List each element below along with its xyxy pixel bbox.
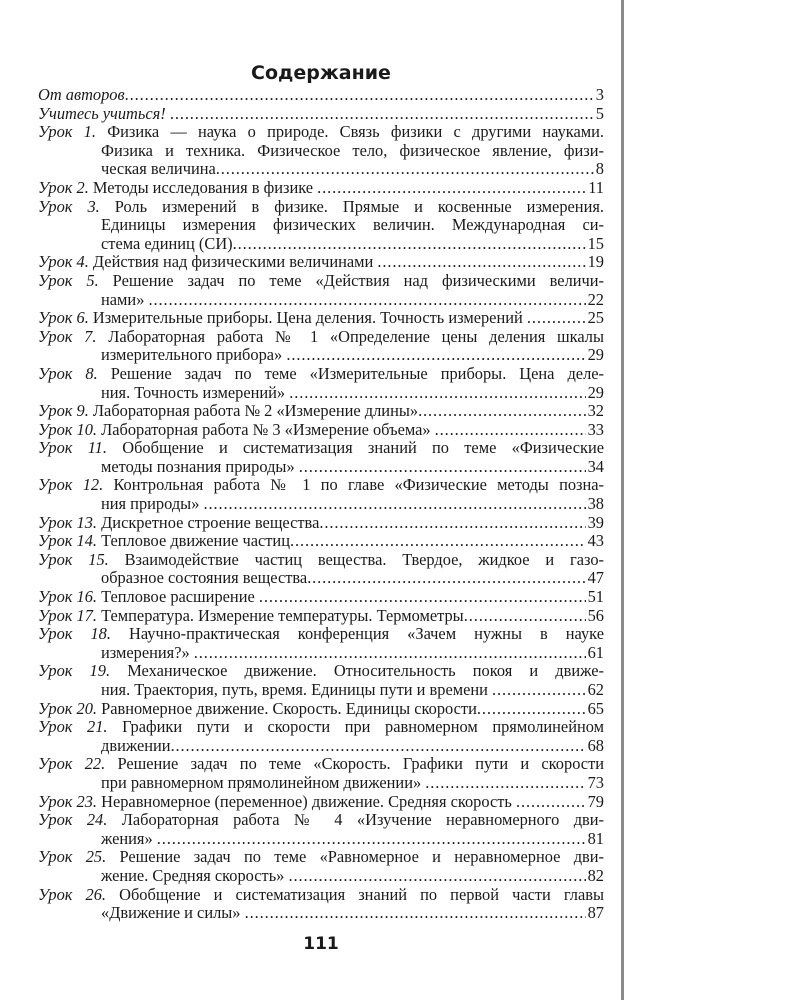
toc-line (38, 830, 604, 849)
lesson-label: Урок 6. (38, 309, 89, 328)
toc-entry[interactable] (38, 662, 604, 699)
entry-page-number: 8 (595, 160, 604, 179)
entry-page-number: 61 (587, 643, 604, 662)
toc-line-text (101, 867, 288, 886)
lesson-label: От авторов (38, 86, 125, 104)
entry-text: Физика и техника. Физическое тело, физическое явление, физи- (101, 141, 604, 160)
entry-text: Взаимодействие частиц вещества. Твердое, жидкое и газо- (108, 550, 604, 569)
toc-line (38, 179, 604, 198)
page-title: Содержание (251, 62, 391, 84)
toc-entry[interactable] (38, 551, 604, 588)
toc-entry[interactable] (38, 328, 604, 365)
toc-line (38, 532, 604, 551)
toc-line-text (101, 458, 299, 477)
toc-line-text (38, 402, 418, 421)
entry-text: измерительного прибора» (101, 346, 287, 365)
toc-entry[interactable] (38, 886, 604, 923)
dot-leader (492, 681, 586, 700)
toc-line (38, 86, 604, 105)
toc-line-text (101, 495, 203, 514)
entry-text: при равномерном прямолинейном движении» (101, 773, 426, 792)
toc-line (38, 700, 604, 719)
toc-line (38, 662, 604, 681)
entry-page-number: 68 (587, 736, 604, 755)
lesson-label: Урок 18. (38, 625, 111, 644)
dot-leader (125, 86, 594, 105)
toc-line (38, 476, 604, 495)
toc-entry[interactable] (38, 811, 604, 848)
toc-entry[interactable] (38, 755, 604, 792)
dot-leader (516, 793, 586, 812)
entry-page-number: 32 (587, 402, 604, 421)
dot-leader (435, 421, 586, 440)
entry-page-number: 3 (595, 86, 604, 104)
entry-page-number: 73 (587, 773, 604, 792)
lesson-label: Урок 9. (38, 402, 89, 421)
entry-text: измерения?» (101, 643, 194, 662)
lesson-label: Урок 10. (38, 420, 98, 439)
toc-line (38, 848, 604, 867)
entry-page-number: 5 (595, 104, 604, 123)
toc-entry[interactable] (38, 105, 604, 124)
toc-line (38, 216, 604, 235)
dot-leader (194, 644, 586, 663)
lesson-label: Урок 3. (38, 197, 100, 216)
toc-entry[interactable] (38, 848, 604, 885)
toc-line-text (101, 681, 492, 700)
entry-text: ния. Траектория, путь, время. Единицы пути и времени (101, 681, 493, 699)
toc-line-text (101, 644, 194, 663)
toc-line (38, 569, 604, 588)
toc-entry[interactable] (38, 718, 604, 755)
toc-line-text (101, 737, 171, 756)
entry-text: ния природы» (101, 495, 204, 514)
toc-line-text (101, 774, 425, 793)
entry-text: Обобщение и систематизация знаний по первой части главы (106, 885, 604, 904)
toc-line-text (38, 179, 317, 198)
table-of-contents (38, 86, 604, 923)
lesson-label: Урок 16. (38, 588, 98, 607)
entry-text: «Движение и силы» (101, 904, 245, 923)
entry-text: Равномерное движение. Скорость. Единицы скорости (97, 699, 477, 718)
toc-entry[interactable] (38, 179, 604, 198)
toc-line (38, 253, 604, 272)
lesson-label: Урок 13. (38, 513, 98, 532)
dot-leader (171, 737, 586, 756)
entry-text: Графики пути и скорости при равномерном прямолинейном (107, 718, 604, 737)
toc-line-text (38, 421, 435, 440)
dot-leader (233, 235, 586, 254)
entry-page-number: 79 (587, 792, 604, 811)
lesson-label: Урок 19. (38, 662, 111, 681)
entry-page-number: 56 (587, 606, 604, 625)
entry-text: Дискретное строение вещества (97, 513, 320, 532)
lesson-label: Урок 24. (38, 811, 108, 830)
toc-line (38, 737, 604, 756)
entry-text: Действия над физическими величинами (88, 253, 378, 272)
toc-line (38, 421, 604, 440)
toc-line-text (101, 904, 245, 923)
toc-line-text (101, 384, 289, 403)
lesson-label: Урок 2. (38, 178, 89, 197)
entry-text: Методы исследования в физике (88, 178, 318, 197)
toc-entry[interactable] (38, 86, 604, 105)
toc-line (38, 681, 604, 700)
lesson-label: Урок 5. (38, 271, 99, 290)
dot-leader (259, 588, 586, 607)
entry-text: Решение задач по теме «Скорость. Графики пути и скорости (105, 755, 604, 774)
toc-entry[interactable] (38, 421, 604, 440)
page-number: 111 (303, 934, 339, 954)
lesson-label: Урок 22. (38, 755, 106, 774)
toc-line (38, 402, 604, 421)
toc-line (38, 291, 604, 310)
toc-line (38, 272, 604, 291)
entry-page-number: 22 (587, 290, 604, 309)
toc-entry[interactable] (38, 123, 604, 179)
toc-line-text (38, 588, 259, 607)
entry-page-number: 29 (587, 383, 604, 402)
dot-leader (288, 867, 585, 886)
lesson-label: Урок 4. (38, 253, 89, 272)
entry-text: движении (101, 736, 171, 755)
toc-entry[interactable] (38, 272, 604, 309)
entry-text: Тепловое расширение (97, 588, 259, 607)
toc-line (38, 384, 604, 403)
toc-line (38, 755, 604, 774)
entry-text: Лабораторная работа № 1 «Определение цены деления шкалы (96, 327, 604, 346)
entry-text: Единицы измерения физических величин. Международная си- (101, 216, 604, 235)
toc-line-text (101, 291, 148, 310)
lesson-label: Урок 1. (38, 123, 96, 142)
lesson-label: Урок 7. (38, 327, 97, 346)
entry-text: Температура. Измерение температуры. Термометры (97, 606, 464, 625)
entry-text: Научно-практическая конференция «Зачем нужны в науке (110, 625, 604, 644)
entry-page-number: 29 (587, 346, 604, 365)
dot-leader (286, 346, 585, 365)
entry-page-number: 51 (587, 588, 604, 607)
entry-text: Роль измерений в физике. Прямые и косвенные измерения. (99, 197, 604, 216)
toc-line (38, 551, 604, 570)
toc-line (38, 105, 604, 124)
toc-entry[interactable] (38, 402, 604, 421)
entry-text: образное состояния вещества (101, 569, 308, 588)
entry-page-number: 39 (587, 513, 604, 532)
entry-text: Обобщение и систематизация знаний по теме «Физические (106, 439, 604, 458)
lesson-label: Урок 20. (38, 699, 98, 718)
toc-entry[interactable] (38, 514, 604, 533)
dot-leader (425, 774, 585, 793)
toc-line (38, 904, 604, 923)
dot-leader (290, 532, 586, 551)
dot-leader (307, 569, 585, 588)
toc-line (38, 346, 604, 365)
entry-text: методы познания природы» (101, 457, 299, 476)
toc-line (38, 235, 604, 254)
lesson-label: Урок 21. (38, 718, 108, 737)
dot-leader (464, 607, 586, 626)
toc-line-text (38, 514, 319, 533)
dot-leader (148, 291, 585, 310)
entry-text: Физика — наука о природе. Связь физики с другими науками. (95, 123, 604, 142)
toc-line-text (101, 160, 216, 179)
toc-line-text (38, 105, 170, 124)
toc-line-text (38, 607, 464, 626)
toc-entry[interactable] (38, 793, 604, 812)
entry-page-number: 19 (587, 253, 604, 272)
toc-line (38, 458, 604, 477)
toc-line-text (38, 793, 516, 812)
entry-page-number: 33 (587, 420, 604, 439)
toc-line (38, 625, 604, 644)
toc-entry[interactable] (38, 532, 604, 551)
entry-page-number: 43 (587, 532, 604, 551)
toc-line (38, 495, 604, 514)
toc-line (38, 774, 604, 793)
dot-leader (319, 514, 585, 533)
entry-text: Измерительные приборы. Цена деления. Точность измерений (88, 309, 527, 328)
toc-line-text (101, 830, 157, 849)
entry-text: Лабораторная работа № 2 «Измерение длины» (88, 402, 419, 421)
entry-page-number: 82 (587, 866, 604, 885)
dot-leader (170, 105, 594, 124)
toc-entry[interactable] (38, 476, 604, 513)
toc-entry[interactable] (38, 700, 604, 719)
toc-line (38, 309, 604, 328)
entry-text: Контрольная работа № 1 по главе «Физические методы позна- (103, 476, 604, 495)
entry-text: Неравномерное (переменное) движение. Средняя скорость (97, 792, 516, 811)
entry-page-number: 81 (587, 829, 604, 848)
entry-text: Решение задач по теме «Действия над физическими величи- (98, 271, 604, 290)
entry-text: Решение задач по теме «Измерительные приборы. Цена деле- (97, 364, 604, 383)
entry-text: ческая величина (101, 160, 216, 179)
entry-page-number: 25 (587, 309, 604, 328)
toc-line (38, 718, 604, 737)
toc-line (38, 142, 604, 161)
lesson-label: Урок 17. (38, 606, 98, 625)
lesson-label: Урок 23. (38, 792, 98, 811)
toc-line (38, 607, 604, 626)
entry-text: Лабораторная работа № 4 «Изучение неравномерного дви- (107, 811, 604, 830)
dot-leader (216, 160, 594, 179)
toc-entry[interactable] (38, 625, 604, 662)
dot-leader (245, 904, 586, 923)
toc-line (38, 644, 604, 663)
entry-page-number: 87 (587, 904, 604, 923)
toc-entry[interactable] (38, 309, 604, 328)
entry-text: жения» (101, 829, 157, 848)
entry-text: стема единиц (СИ) (101, 234, 233, 253)
toc-entry[interactable] (38, 253, 604, 272)
dot-leader (157, 830, 586, 849)
toc-entry[interactable] (38, 198, 604, 254)
entry-page-number: 47 (587, 569, 604, 588)
lesson-label: Урок 14. (38, 532, 98, 551)
dot-leader (477, 700, 586, 719)
toc-line (38, 328, 604, 347)
toc-entry[interactable] (38, 439, 604, 476)
lesson-label: Урок 8. (38, 364, 98, 383)
toc-line-text (101, 235, 233, 254)
entry-page-number: 15 (587, 234, 604, 253)
toc-line (38, 365, 604, 384)
page-edge-divider (621, 0, 624, 1000)
toc-line (38, 439, 604, 458)
dot-leader (527, 309, 586, 328)
dot-leader (299, 458, 586, 477)
lesson-label: Урок 11. (38, 439, 107, 458)
entry-text: Тепловое движение частиц (97, 532, 290, 551)
toc-line (38, 123, 604, 142)
lesson-label: Урок 26. (38, 885, 107, 904)
lesson-label: Урок 15. (38, 550, 109, 569)
toc-line (38, 160, 604, 179)
entry-page-number: 62 (587, 681, 604, 699)
lesson-label: Урок 12. (38, 476, 104, 495)
entry-text: Решение задач по теме «Равномерное и неравномерное дви- (106, 848, 604, 867)
toc-line-text (38, 253, 377, 272)
entry-text: нами» (101, 290, 149, 309)
toc-entry[interactable] (38, 588, 604, 607)
dot-leader (203, 495, 585, 514)
entry-text: ния. Точность измерений» (101, 383, 290, 402)
toc-line (38, 811, 604, 830)
dot-leader (317, 179, 586, 198)
toc-line (38, 514, 604, 533)
dot-leader (418, 402, 586, 421)
dot-leader (289, 384, 585, 403)
toc-line-text (38, 532, 290, 551)
entry-text: жение. Средняя скорость» (101, 866, 289, 885)
toc-line-text (101, 569, 307, 588)
toc-line (38, 198, 604, 217)
toc-line (38, 793, 604, 812)
dot-leader (377, 253, 585, 272)
toc-line (38, 886, 604, 905)
entry-page-number: 38 (587, 495, 604, 514)
entry-page-number: 34 (587, 457, 604, 476)
toc-entry[interactable] (38, 607, 604, 626)
toc-line (38, 588, 604, 607)
lesson-label: Урок 25. (38, 848, 107, 867)
toc-line-text (38, 86, 125, 105)
entry-page-number: 11 (588, 178, 604, 197)
toc-line-text (38, 700, 477, 719)
entry-text: Механическое движение. Относительность покоя и движе- (110, 662, 604, 681)
toc-line-text (38, 309, 527, 328)
entry-text: Лабораторная работа № 3 «Измерение объема» (97, 420, 435, 439)
toc-line (38, 867, 604, 886)
lesson-label: Учитесь учиться! (38, 104, 166, 123)
toc-line-text (101, 346, 286, 365)
entry-page-number: 65 (587, 699, 604, 718)
toc-entry[interactable] (38, 365, 604, 402)
